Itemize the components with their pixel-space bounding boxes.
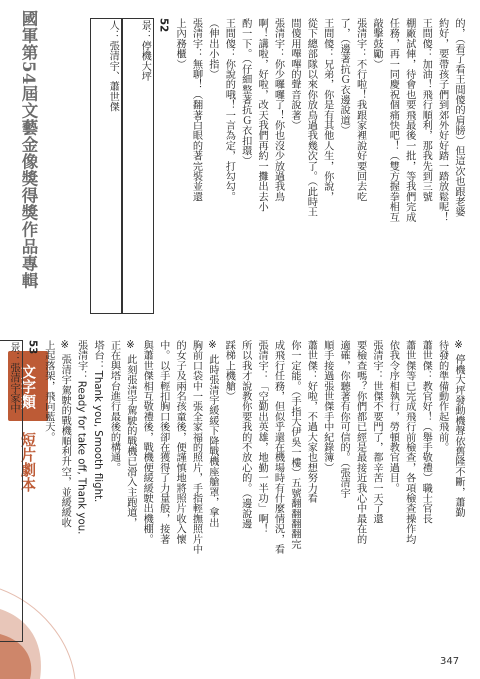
dialogue-line: 啊！講啦，好啦，改天我們再約一攤出去小 [256, 18, 268, 212]
dialogue-line: 要檢查嗎？你們都已經是最接近我心中最在的 [354, 340, 366, 544]
dialogue-line: 張清宇：Ready for take off, Thank you. [75, 340, 87, 535]
dialogue-line: 從下總部隊以來你放鳥過我幾次了。（此時王 [305, 18, 317, 217]
dialogue-line: 王間傻：兄弟，你是有其他人生，你說， [321, 18, 333, 202]
dialogue-line: 的，（看了看王間傻的肩膀）但這次也跟老婆 [453, 18, 464, 217]
dialogue-line: ※ 此刻張清宇駕駛的戰機已滑入主跑道， [124, 340, 136, 528]
dialogue-line: 蕭世傑等已完成飛行前檢查，各項檢查操作均 [403, 340, 415, 544]
dialogue-line: 張清宇：不行啦！我跟家裡說好要回去吃 [354, 18, 366, 202]
dialogue-line: 上起落架，飛向藍天。 [42, 340, 54, 442]
dialogue-line: 任務，再一同慶祝個痛快吧！（雙方握拳相互 [387, 18, 399, 222]
dialogue-line: 蕭世傑：好啦，不過大家也想努力看 [305, 340, 317, 504]
dialogue-line: 張清宇：你少囉囉了！你也沒少放過我鳥 [272, 18, 284, 202]
dialogue-line: 你一定能。（手指大伊吳一樓）五號翻翻翻翻完 [288, 340, 300, 550]
dialogue-line: 適確，你聽著有你可信的。（張清宇 [338, 340, 350, 499]
dialogue-line: 酌一下。（仔細整著抗Ｇ衣扣環） [239, 18, 251, 166]
dialogue-line: ※ 此時張清宇緩緩下降戰機座艙罩，拿出 [206, 340, 218, 528]
dialogue-line: 順手接過張世傑手中紀錄簿） [321, 340, 333, 473]
dialogue-line: 王間傻：加油！飛行順利，那我先到三號 [420, 18, 432, 202]
dialogue-line: 敲擊鼓勵） [370, 18, 382, 69]
collection-title: 國軍第54屆文藝金像獎得獎作品專輯 [19, 10, 38, 289]
dialogue-line: （伸出小指） [206, 18, 218, 80]
dialogue-line: 張清宇：「空勤出英雄，地勤一半功」啊！ [256, 340, 268, 534]
dialogue-line: 上內務櫃） [174, 18, 186, 69]
dialogue-line: 中。以手輕扣胸口後卻在獲得了力量般，接著 [157, 340, 169, 544]
page-number: 347 [440, 656, 460, 667]
dialogue-line: 依我令序相執行，勞頓教官過目。 [387, 340, 399, 493]
category-badge: 文字類 [8, 351, 48, 421]
dialogue-line: ※ 停機大坪發動機聲依舊隆不斷，蕭勤 [453, 340, 464, 518]
dialogue-line: 王間傻：你說的哦！一言為定，打勾勾。 [223, 18, 235, 202]
dialogue-line: 間傻用嗶嗶的聲音說著） [288, 18, 300, 131]
dialogue-line: 的女子及兩名孩童後，便謹慎地將照片收入懷 [174, 340, 186, 544]
dialogue-line: 正在與塔台進行最後的構通。 [108, 340, 120, 473]
dialogue-line: ※ 張清宇駕駛的戰機順利升空，並緩緩收 [59, 340, 71, 528]
dialogue-line: 張清宇：無聊！（翻著白眼的著完裝並還 [190, 18, 202, 202]
dialogue-line: 棚廠試俥，待會也要飛最後一批，等我們完成 [403, 18, 415, 222]
scene-place: 景：停機大坪 [122, 18, 154, 314]
dialogue-line: 踩梯上機艙） [223, 340, 235, 402]
dialogue-line: 蕭世傑：教官好！（舉手敬禮）職士官長 [420, 340, 432, 524]
subcategory-label: 短片劇本 [19, 432, 37, 492]
dialogue-line: 約好，要帶孩子們到郊外好好踏一踏放鬆呢！ [436, 18, 448, 222]
scene-number: 53 [26, 340, 38, 355]
dialogue-line: 了，（邊著抗Ｇ衣邊說道） [338, 18, 350, 136]
dialogue-line: 胸前口袋中一張全家福的照片，手指輕撫照片中 [190, 340, 202, 555]
dialogue-line: 成飛行任務，但似乎還在機場時有什麼情況，看 [272, 340, 284, 555]
dialogue-line: 張清宇：世傑不要門了，都辛苦一天了還 [370, 340, 382, 524]
dialogue-line: 所以我才說教你要我的不放心的。（邊說邊 [239, 340, 251, 529]
dialogue-line: 與蕭世傑相互敬禮後，戰機便緩緩駛出機棚。 [141, 340, 153, 544]
scene-place: 景：張清宇家中 [0, 340, 23, 642]
top-text-block [72, 18, 466, 314]
dialogue-line: 塔台：Thank you, Smooth flight. [92, 340, 104, 503]
scene-number: 52 [157, 18, 169, 33]
dialogue-line: 待發的準備動作起飛前。 [436, 340, 448, 453]
scene-people: 人：張清宇、蕭世傑 [90, 18, 122, 314]
